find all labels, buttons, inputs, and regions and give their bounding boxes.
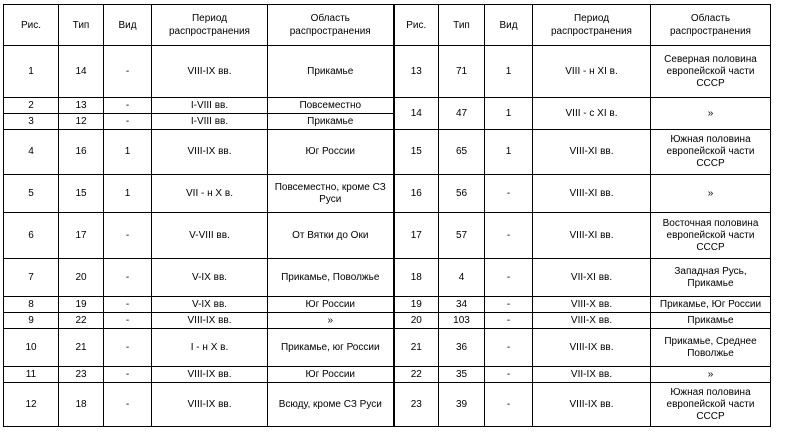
left-oblast: Прикамье	[268, 46, 394, 98]
right-ris: 15	[394, 130, 439, 175]
left-vid: 1	[104, 130, 152, 175]
right-oblast: »	[651, 175, 771, 213]
right-period: VIII-IX вв.	[533, 383, 651, 427]
left-tip: 17	[59, 213, 104, 259]
types-table	[3, 4, 771, 427]
left-period: V-IX вв.	[152, 259, 268, 297]
table-row	[4, 175, 771, 213]
left-ris: 4	[4, 130, 59, 175]
left-vid: -	[104, 114, 152, 130]
right-ris: 20	[394, 313, 439, 329]
left-tip: 23	[59, 367, 104, 383]
header-oblast-left: Область распространения	[268, 5, 394, 46]
header-ris-right: Рис.	[394, 5, 439, 46]
left-vid: -	[104, 259, 152, 297]
left-ris: 11	[4, 367, 59, 383]
right-vid: -	[485, 213, 533, 259]
left-oblast: Юг России	[268, 367, 394, 383]
left-tip: 16	[59, 130, 104, 175]
left-tip: 20	[59, 259, 104, 297]
right-ris: 14	[394, 98, 439, 130]
left-tip: 15	[59, 175, 104, 213]
table-row	[4, 213, 771, 259]
right-ris: 16	[394, 175, 439, 213]
left-vid: -	[104, 313, 152, 329]
right-period: VIII-XI вв.	[533, 213, 651, 259]
right-tip: 35	[439, 367, 485, 383]
right-tip: 56	[439, 175, 485, 213]
header-vid-left: Вид	[104, 5, 152, 46]
left-ris: 2	[4, 98, 59, 114]
header-ris-left: Рис.	[4, 5, 59, 46]
left-vid: -	[104, 98, 152, 114]
right-oblast: Северная половина европейской части СССР	[651, 46, 771, 98]
left-ris: 8	[4, 297, 59, 313]
left-period: V-VIII вв.	[152, 213, 268, 259]
left-vid: -	[104, 383, 152, 427]
left-vid: -	[104, 297, 152, 313]
left-period: I-VIII вв.	[152, 98, 268, 114]
left-ris: 7	[4, 259, 59, 297]
left-period: I - н X в.	[152, 329, 268, 367]
right-oblast: Южная половина европейской части СССР	[651, 383, 771, 427]
left-oblast: Юг России	[268, 130, 394, 175]
right-period: VIII-X вв.	[533, 313, 651, 329]
right-period: VII-IX вв.	[533, 367, 651, 383]
table-row	[4, 46, 771, 74]
right-period: VII-XI вв.	[533, 259, 651, 297]
left-oblast: »	[268, 313, 394, 329]
left-period: VIII-IX вв.	[152, 313, 268, 329]
right-vid: -	[485, 383, 533, 427]
left-tip: 22	[59, 313, 104, 329]
left-tip: 13	[59, 98, 104, 114]
left-oblast: Прикамье, юг России	[268, 329, 394, 367]
left-ris: 5	[4, 175, 59, 213]
right-ris: 22	[394, 367, 439, 383]
right-ris: 18	[394, 259, 439, 297]
left-tip: 19	[59, 297, 104, 313]
header-vid-right: Вид	[485, 5, 533, 46]
left-period: VIII-IX вв.	[152, 383, 268, 427]
header-tip-right: Тип	[439, 5, 485, 46]
left-period: V-IX вв.	[152, 297, 268, 313]
left-vid: -	[104, 329, 152, 367]
left-period: VIII-IX вв.	[152, 46, 268, 98]
right-oblast: Прикамье	[651, 313, 771, 329]
right-period: VIII-IX вв.	[533, 329, 651, 367]
table-row	[4, 383, 771, 427]
left-oblast: Прикамье	[268, 114, 394, 130]
right-vid: -	[485, 329, 533, 367]
left-tip: 21	[59, 329, 104, 367]
left-vid: 1	[104, 175, 152, 213]
right-tip: 57	[439, 213, 485, 259]
right-vid: -	[485, 367, 533, 383]
left-period: VIII-IX вв.	[152, 130, 268, 175]
right-tip: 39	[439, 383, 485, 427]
left-period: VII - н X в.	[152, 175, 268, 213]
left-oblast: От Вятки до Оки	[268, 213, 394, 259]
left-oblast: Всюду, кроме СЗ Руси	[268, 383, 394, 427]
left-ris: 1	[4, 46, 59, 98]
left-tip: 12	[59, 114, 104, 130]
right-oblast: Южная половина европейской части СССР	[651, 130, 771, 175]
right-vid: -	[485, 313, 533, 329]
right-tip: 36	[439, 329, 485, 367]
right-tip: 34	[439, 297, 485, 313]
left-ris: 9	[4, 313, 59, 329]
left-oblast: Повсеместно	[268, 98, 394, 114]
left-period: I-VIII вв.	[152, 114, 268, 130]
right-tip: 65	[439, 130, 485, 175]
left-oblast: Повсеместно, кроме СЗ Руси	[268, 175, 394, 213]
table-row	[4, 297, 771, 313]
right-oblast: Прикамье, Среднее Поволжье	[651, 329, 771, 367]
left-tip: 18	[59, 383, 104, 427]
right-ris: 19	[394, 297, 439, 313]
left-oblast: Юг России	[268, 297, 394, 313]
header-period-left: Период распространения	[152, 5, 268, 46]
left-vid: -	[104, 213, 152, 259]
right-vid: -	[485, 175, 533, 213]
left-period: VIII-IX вв.	[152, 367, 268, 383]
table-row	[4, 313, 771, 329]
right-ris: 21	[394, 329, 439, 367]
left-ris: 12	[4, 383, 59, 427]
right-period: VIII-XI вв.	[533, 175, 651, 213]
table-row	[4, 130, 771, 175]
right-tip: 71	[439, 46, 485, 98]
header-oblast-right: Область распространения	[651, 5, 771, 46]
left-oblast: Прикамье, Поволжье	[268, 259, 394, 297]
right-period: VIII-XI вв.	[533, 130, 651, 175]
table-wrapper	[3, 4, 771, 427]
right-oblast: Западная Русь, Прикамье	[651, 259, 771, 297]
right-tip: 4	[439, 259, 485, 297]
left-vid: -	[104, 46, 152, 98]
left-ris: 10	[4, 329, 59, 367]
right-ris: 17	[394, 213, 439, 259]
header-period-right: Период распространения	[533, 5, 651, 46]
table-row	[4, 367, 771, 383]
right-oblast: »	[651, 367, 771, 383]
right-ris: 13	[394, 46, 439, 98]
right-vid: 1	[485, 98, 533, 130]
right-period: VIII-X вв.	[533, 297, 651, 313]
right-oblast: Восточная половина европейской части СССР	[651, 213, 771, 259]
right-tip: 103	[439, 313, 485, 329]
header-row	[4, 5, 771, 46]
right-tip: 47	[439, 98, 485, 130]
table-row	[4, 98, 771, 114]
right-oblast: »	[651, 98, 771, 130]
left-ris: 6	[4, 213, 59, 259]
left-ris: 3	[4, 114, 59, 130]
table-row	[4, 329, 771, 367]
right-vid: -	[485, 297, 533, 313]
header-tip-left: Тип	[59, 5, 104, 46]
right-vid: 1	[485, 46, 533, 98]
right-ris: 23	[394, 383, 439, 427]
right-period: VIII - с XI в.	[533, 98, 651, 130]
left-vid: -	[104, 367, 152, 383]
right-oblast: Прикамье, Юг России	[651, 297, 771, 313]
table-row	[4, 259, 771, 297]
right-period: VIII - н XI в.	[533, 46, 651, 98]
left-tip: 14	[59, 46, 104, 98]
right-vid: -	[485, 259, 533, 297]
right-vid: 1	[485, 130, 533, 175]
